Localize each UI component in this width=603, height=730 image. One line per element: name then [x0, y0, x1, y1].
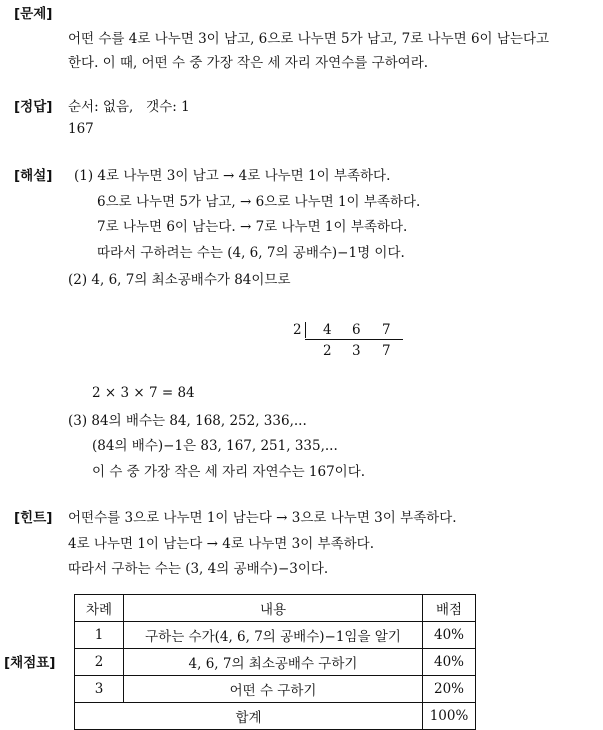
table-row — [75, 676, 476, 703]
table-header-content: 내용 — [124, 595, 423, 622]
hint-line-3: 따라서 구하는 수는 (3, 4의 공배수)−3이다. — [68, 561, 329, 577]
solution-line-6: 2 × 3 × 7 = 84 — [92, 385, 195, 401]
table-cell: 40% — [423, 649, 476, 676]
answer-value: 167 — [68, 121, 94, 137]
division-top-2: 6 — [352, 322, 361, 338]
table-cell: 3 — [75, 676, 124, 703]
problem-label: [문제] — [14, 6, 53, 22]
division-bar-horizontal — [305, 339, 403, 340]
solution-line-4: 따라서 구하려는 수는 (4, 6, 7의 공배수)−1명 이다. — [97, 245, 405, 261]
solution-line-2: 6으로 나누면 5가 남고, → 6으로 나누면 1이 부족하다. — [97, 194, 421, 210]
solution-line-5: (2) 4, 6, 7의 최소공배수가 84이므로 — [68, 272, 291, 288]
solution-label: [해설] — [14, 168, 53, 184]
scoring-label: [채점표] — [4, 655, 56, 671]
table-cell: 1 — [75, 622, 124, 649]
table-cell: 구하는 수가(4, 6, 7의 공배수)−1임을 알기 — [124, 622, 423, 649]
answer-meta: 순서: 없음, 갯수: 1 — [68, 99, 190, 115]
answer-label: [정답] — [14, 99, 53, 115]
division-top-1: 4 — [323, 322, 332, 338]
table-header-order: 차례 — [75, 595, 124, 622]
problem-line-2: 한다. 이 때, 어떤 수 중 가장 작은 세 자리 자연수를 구하여라. — [68, 55, 429, 71]
hint-line-2: 4로 나누면 1이 남는다 → 4로 나누면 3이 부족하다. — [68, 536, 374, 552]
division-bottom-1: 2 — [323, 343, 332, 359]
division-divisor: 2 — [293, 322, 302, 338]
solution-line-7: (3) 84의 배수는 84, 168, 252, 336,... — [68, 413, 307, 429]
table-header-row — [75, 595, 476, 622]
table-row — [75, 622, 476, 649]
table-total-label: 합계 — [75, 703, 423, 730]
table-cell: 2 — [75, 649, 124, 676]
table-total-value: 100% — [423, 703, 476, 730]
table-cell: 40% — [423, 622, 476, 649]
hint-label: [힌트] — [14, 510, 53, 526]
division-top-3: 7 — [382, 322, 391, 338]
table-cell: 20% — [423, 676, 476, 703]
solution-line-3: 7로 나누면 6이 남는다. → 7로 나누면 1이 부족하다. — [97, 219, 408, 235]
division-bottom-3: 7 — [382, 343, 391, 359]
solution-line-9: 이 수 중 가장 작은 세 자리 자연수는 167이다. — [92, 464, 366, 480]
table-total-row — [75, 703, 476, 730]
problem-line-1: 어떤 수를 4로 나누면 3이 남고, 6으로 나누면 5가 남고, 7로 나누면 6이 남는다고 — [68, 31, 550, 47]
scoring-table — [74, 594, 476, 730]
division-bar-vertical — [305, 322, 306, 338]
division-bottom-2: 3 — [352, 343, 361, 359]
solution-line-8: (84의 배수)−1은 83, 167, 251, 335,... — [92, 438, 338, 454]
table-header-points: 배점 — [423, 595, 476, 622]
table-cell: 4, 6, 7의 최소공배수 구하기 — [124, 649, 423, 676]
table-cell: 어떤 수 구하기 — [124, 676, 423, 703]
hint-line-1: 어떤수를 3으로 나누면 1이 남는다 → 3으로 나누면 3이 부족하다. — [68, 510, 457, 526]
solution-line-1: (1) 4로 나누면 3이 남고 → 4로 나누면 1이 부족하다. — [74, 168, 391, 184]
table-row — [75, 649, 476, 676]
